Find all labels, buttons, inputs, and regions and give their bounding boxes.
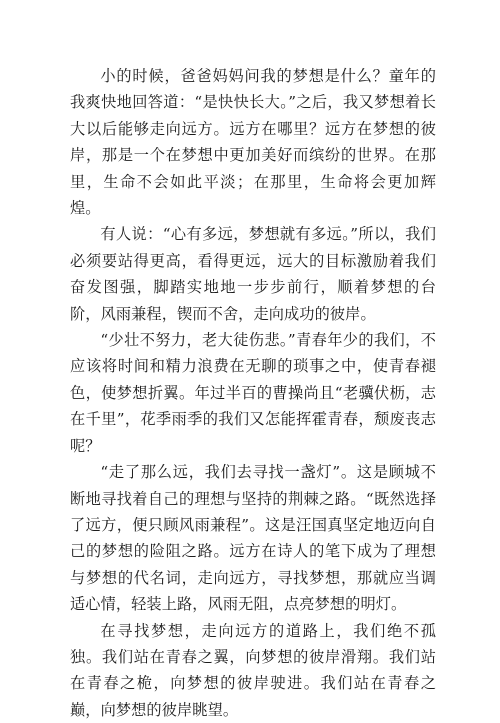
paragraph-2: 有人说：“心有多远，梦想就有多远。”所以，我们必须要站得更高，看得更远，远大的目标激励着我们奋发图强，脚踏实地地一步步前行，顺着梦想的台阶，风雨兼程，锲而不舍，走向成功的彼岸。 [70,225,436,323]
paragraph-3: “少壮不努力，老大徒伤悲。”青春年少的我们，不应该将时间和精力浪费在无聊的琐事之中，使青春褪色，使梦想折翼。年过半百的曹操尚且“老骥伏枥，志在千里”，花季雨季的我们又怎能挥霍青春，颓废丧志呢？ [70,331,436,455]
paragraph-5: 在寻找梦想，走向远方的道路上，我们绝不孤独。我们站在青春之翼，向梦想的彼岸滑翔。我们站在青春之桅，向梦想的彼岸驶进。我们站在青春之巅，向梦想的彼岸眺望。 [70,621,436,719]
essay-body [70,63,436,723]
paragraph-4: “走了那么远，我们去寻找一盏灯”。这是顾城不断地寻找着自己的理想与坚持的荆棘之路。“既然选择了远方，便只顾风雨兼程”。这是汪国真坚定地迈向自己的梦想的险阻之路。远方在诗人的笔下成为了理想与梦想的代名词，走向远方，寻找梦想，那就应当调适心情，轻装上路，风雨无阻，点亮梦想的明灯。 [70,463,436,614]
paragraph-1: 小的时候，爸爸妈妈问我的梦想是什么？童年的我爽快地回答道：“是快快长大。”之后，我又梦想着长大以后能够走向远方。远方在哪里？远方在梦想的彼岸，那是一个在梦想中更加美好而缤纷的世界。在那里，生命不会如此平淡；在那里，生命将会更加辉煌。 [70,67,436,218]
